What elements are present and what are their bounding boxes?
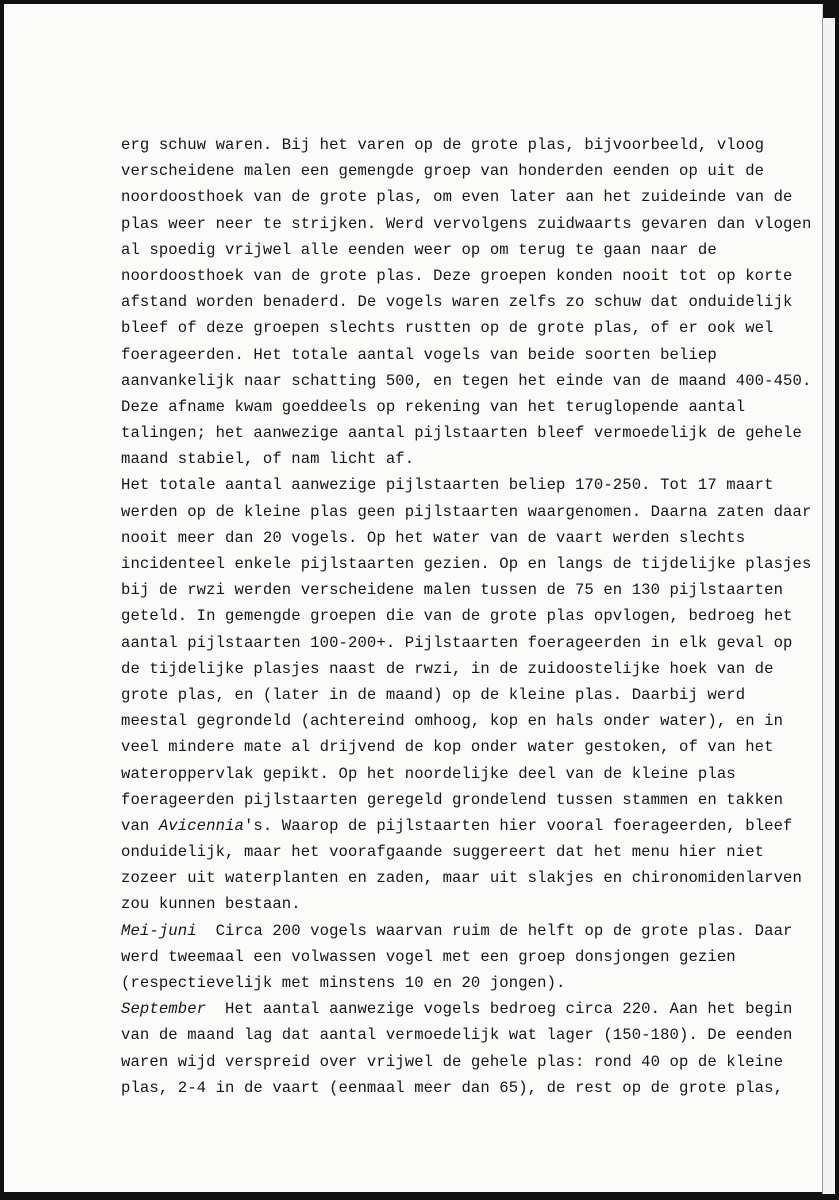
text-line: aantal pijlstaarten 100-200+. Pijlstaarten foerageerden in elk geval op	[121, 633, 793, 652]
text-line: veel mindere mate al drijvend de kop onder water gestoken, of van het	[121, 738, 774, 757]
text-segment: Het aantal aanwezige vogels bedroeg circa 220. Aan het begin	[206, 1000, 793, 1019]
text-line: zozeer uit waterplanten en zaden, maar uit slakjes en chironomidenlarven	[121, 869, 802, 888]
text-line: waren wijd verspreid over vrijwel de gehele plas: rond 40 op de kleine	[121, 1052, 784, 1071]
text-line: onduidelijk, maar het voorafgaande suggereert dat het menu hier niet	[121, 843, 765, 862]
section-label-september: September	[121, 1000, 207, 1019]
text-segment: Circa 200 vogels waarvan ruim de helft op de grote plas. Daar	[196, 921, 793, 940]
text-line: werd tweemaal een volwassen vogel met een groep donsjongen gezien	[121, 947, 736, 966]
section-label-mei-juni: Mei-juni	[121, 921, 197, 940]
text-line: bij de rwzi werden verscheidene malen tussen de 75 en 130 pijlstaarten	[121, 581, 784, 600]
text-line: verscheidene malen een gemengde groep van honderden eenden op uit de	[121, 162, 765, 181]
text-line	[121, 996, 793, 1022]
text-line: foerageerden pijlstaarten geregeld grondelend tussen stammen en takken	[121, 790, 784, 809]
text-line	[121, 813, 793, 839]
text-line: Deze afname kwam goeddeels op rekening van het teruglopende aantal	[121, 397, 746, 416]
text-line: talingen; het aanwezige aantal pijlstaarten bleef vermoedelijk de gehele	[121, 424, 802, 443]
document-page	[4, 4, 823, 1192]
species-name-italic: Avicennia	[158, 816, 244, 835]
text-line: (respectievelijk met minstens 10 en 20 jongen).	[121, 974, 566, 992]
text-line: al spoedig vrijwel alle eenden weer op om terug te gaan naar de	[121, 240, 717, 259]
text-line: werden op de kleine plas geen pijlstaarten waargenomen. Daarna zaten daar	[121, 502, 812, 521]
text-line: afstand worden benaderd. De vogels waren zelfs zo schuw dat onduidelijk	[121, 293, 793, 312]
text-line: noordoosthoek van de grote plas. Deze groepen konden nooit tot op korte	[121, 266, 793, 285]
text-line: aanvankelijk naar schatting 500, en tegen het einde van de maand 400-450.	[121, 371, 812, 390]
text-line: wateroppervlak gepikt. Op het noordelijke deel van de kleine plas	[121, 764, 736, 783]
text-segment: 's. Waarop de pijlstaarten hier vooral foerageerden, bleef	[243, 816, 793, 835]
document-body	[121, 132, 812, 1101]
text-line: plas weer neer te strijken. Werd vervolgens zuidwaarts gevaren dan vlogen	[121, 214, 812, 233]
text-line: plas, 2-4 in de vaart (eenmaal meer dan 65), de rest op de grote plas,	[121, 1078, 784, 1097]
text-segment: van	[121, 816, 159, 835]
text-line	[121, 918, 793, 944]
text-line: bleef of deze groepen slechts rustten op de grote plas, of er ook wel	[121, 319, 774, 338]
text-line: Het totale aantal aanwezige pijlstaarten beliep 170-250. Tot 17 maart	[121, 476, 774, 495]
text-line: van de maand lag dat aantal vermoedelijk wat lager (150-180). De eenden	[121, 1026, 793, 1045]
text-line: noordoosthoek van de grote plas, om even later aan het zuideinde van de	[121, 188, 793, 207]
text-line: geteld. In gemengde groepen die van de grote plas opvlogen, bedroeg het	[121, 607, 793, 626]
page-edge	[822, 18, 835, 1194]
text-line: de tijdelijke plasjes naast de rwzi, in de zuidoostelijke hoek van de	[121, 659, 774, 678]
text-line: maand stabiel, of nam licht af.	[121, 450, 415, 469]
text-line: incidenteel enkele pijlstaarten gezien. Op en langs de tijdelijke plasjes	[121, 555, 812, 573]
text-line: zou kunnen bestaan.	[121, 895, 301, 914]
text-line: meestal gegrondeld (achtereind omhoog, kop en hals onder water), en in	[121, 712, 784, 731]
text-line: nooit meer dan 20 vogels. Op het water van de vaart werden slechts	[121, 528, 746, 547]
text-line: grote plas, en (later in de maand) op de kleine plas. Daarbij werd	[121, 685, 746, 704]
text-line: foerageerden. Het totale aantal vogels van beide soorten beliep	[121, 345, 717, 364]
text-line: erg schuw waren. Bij het varen op de grote plas, bijvoorbeeld, vloog	[121, 136, 765, 154]
